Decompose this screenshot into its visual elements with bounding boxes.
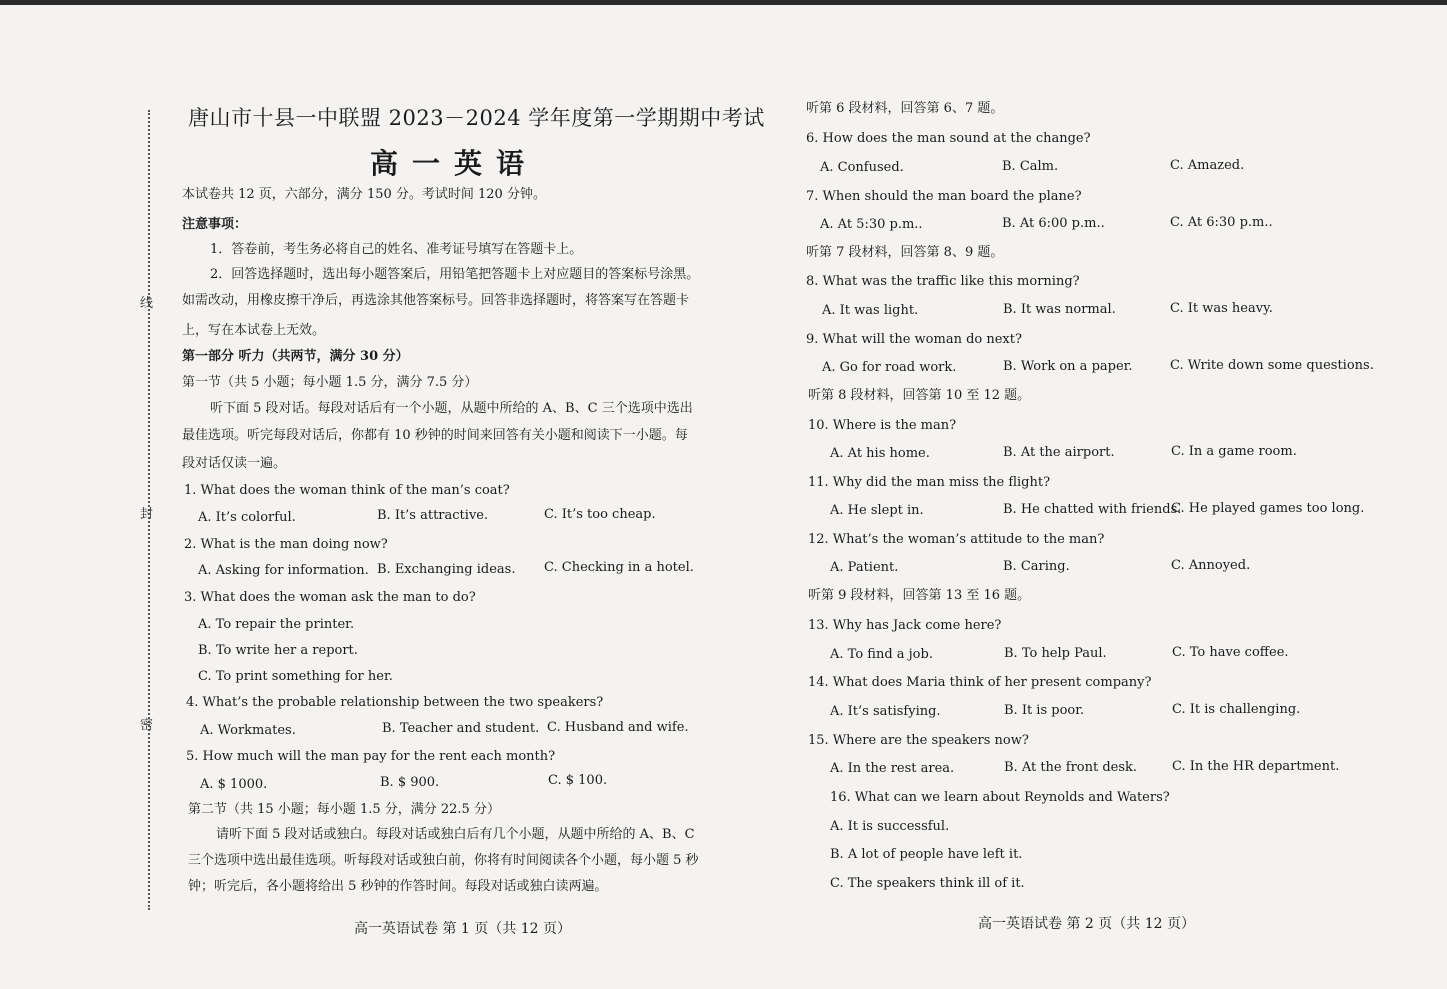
question-8: 8. What was the traffic like this morning? bbox=[806, 274, 1080, 289]
notice-2b: 如需改动，用橡皮擦干净后，再选涂其他答案标号。回答非选择题时，将答案写在答题卡 bbox=[182, 293, 690, 308]
q7-option-c: C. At 6:30 p.m.. bbox=[1170, 215, 1273, 230]
q5-option-b: B. $ 900. bbox=[380, 775, 440, 790]
section-2-instr-b: 三个选项中选出最佳选项。听每段对话或独白前，你将有时间阅读各个小题，每小题 5 秒 bbox=[188, 853, 699, 868]
page-1-footer: 高一英语试卷 第 1 页（共 12 页） bbox=[354, 921, 571, 937]
q9-option-c: C. Write down some questions. bbox=[1170, 358, 1374, 373]
q15-option-b: B. At the front desk. bbox=[1004, 760, 1138, 775]
notice-1: 1．答卷前，考生务必将自己的姓名、准考证号填写在答题卡上。 bbox=[210, 242, 583, 257]
page-2-footer: 高一英语试卷 第 2 页（共 12 页） bbox=[978, 916, 1195, 932]
q1-option-c: C. It’s too cheap. bbox=[544, 507, 656, 522]
q2-option-a: A. Asking for information. bbox=[198, 563, 369, 578]
question-2: 2. What is the man doing now? bbox=[184, 537, 388, 552]
question-5: 5. How much will the man pay for the rent each month? bbox=[186, 749, 556, 764]
q1-option-b: B. It’s attractive. bbox=[377, 508, 489, 523]
q10-option-b: B. At the airport. bbox=[1003, 445, 1115, 460]
q13-option-c: C. To have coffee. bbox=[1172, 645, 1289, 660]
part-1-heading: 第一部分 听力（共两节，满分 30 分） bbox=[182, 349, 409, 364]
question-12: 12. What’s the woman’s attitude to the man? bbox=[808, 532, 1105, 547]
exam-subject: 高一英语 bbox=[370, 147, 539, 180]
scan-top-edge bbox=[0, 0, 1447, 5]
q8-option-a: A. It was light. bbox=[822, 303, 919, 318]
q12-option-b: B. Caring. bbox=[1003, 559, 1070, 574]
q14-option-b: B. It is poor. bbox=[1004, 703, 1085, 718]
binding-char-xian: 线 bbox=[140, 296, 154, 311]
question-9: 9. What will the woman do next? bbox=[806, 332, 1022, 347]
q11-option-b: B. He chatted with friends. bbox=[1003, 502, 1182, 517]
material-6-heading: 听第 6 段材料，回答第 6、7 题。 bbox=[806, 101, 1004, 116]
q14-option-c: C. It is challenging. bbox=[1172, 702, 1301, 717]
q8-option-b: B. It was normal. bbox=[1003, 302, 1116, 317]
question-13: 13. Why has Jack come here? bbox=[808, 618, 1002, 633]
question-10: 10. Where is the man? bbox=[808, 418, 957, 433]
q11-option-c: C. He played games too long. bbox=[1171, 501, 1365, 516]
q5-option-a: A. $ 1000. bbox=[200, 777, 268, 792]
material-7-heading: 听第 7 段材料，回答第 8、9 题。 bbox=[806, 245, 1004, 260]
q11-option-a: A. He slept in. bbox=[830, 503, 924, 518]
question-4: 4. What’s the probable relationship between the two speakers? bbox=[186, 695, 604, 710]
q6-option-a: A. Confused. bbox=[820, 160, 904, 175]
q15-option-a: A. In the rest area. bbox=[830, 761, 955, 776]
question-16: 16. What can we learn about Reynolds and Waters? bbox=[830, 790, 1170, 805]
q10-option-a: A. At his home. bbox=[830, 446, 930, 461]
q12-option-c: C. Annoyed. bbox=[1171, 558, 1251, 573]
section-2-instr-a: 请听下面 5 段对话或独白。每段对话或独白后有几个小题，从题中所给的 A、B、C bbox=[216, 827, 695, 842]
q16-option-a: A. It is successful. bbox=[830, 819, 950, 834]
question-1: 1. What does the woman think of the man’s coat? bbox=[184, 483, 510, 498]
binding-char-feng: 封 bbox=[140, 507, 154, 522]
binding-char-mi: 密 bbox=[140, 718, 154, 733]
section-1-instr-b: 最佳选项。听完每段对话后，你都有 10 秒钟的时间来回答有关小题和阅读下一小题。每 bbox=[182, 428, 688, 443]
q6-option-c: C. Amazed. bbox=[1170, 158, 1245, 173]
section-2-instr-c: 钟；听完后，各小题将给出 5 秒钟的作答时间。每段对话或独白读两遍。 bbox=[188, 879, 608, 894]
q8-option-c: C. It was heavy. bbox=[1170, 301, 1273, 316]
q14-option-a: A. It’s satisfying. bbox=[830, 704, 941, 719]
section-1-heading: 第一节（共 5 小题；每小题 1.5 分，满分 7.5 分） bbox=[182, 375, 478, 390]
q7-option-b: B. At 6:00 p.m.. bbox=[1002, 216, 1105, 231]
q12-option-a: A. Patient. bbox=[830, 560, 899, 575]
question-15: 15. Where are the speakers now? bbox=[808, 733, 1029, 748]
question-6: 6. How does the man sound at the change? bbox=[806, 131, 1091, 146]
question-3: 3. What does the woman ask the man to do? bbox=[184, 590, 476, 605]
section-2-heading: 第二节（共 15 小题；每小题 1.5 分，满分 22.5 分） bbox=[188, 802, 500, 817]
question-7: 7. When should the man board the plane? bbox=[806, 189, 1082, 204]
section-1-instr-c: 段对话仅读一遍。 bbox=[182, 456, 287, 471]
notice-2a: 2．回答选择题时，选出每小题答案后，用铅笔把答题卡上对应题目的答案标号涂黑。 bbox=[210, 267, 700, 282]
q3-option-b: B. To write her a report. bbox=[198, 643, 358, 658]
q6-option-b: B. Calm. bbox=[1002, 159, 1059, 174]
material-9-heading: 听第 9 段材料，回答第 13 至 16 题。 bbox=[808, 588, 1031, 603]
q15-option-c: C. In the HR department. bbox=[1172, 759, 1340, 774]
question-11: 11. Why did the man miss the flight? bbox=[808, 475, 1051, 490]
q9-option-a: A. Go for road work. bbox=[822, 360, 957, 375]
section-1-instr-a: 听下面 5 段对话。每段对话后有一个小题，从题中所给的 A、B、C 三个选项中选出 bbox=[210, 401, 693, 416]
q16-option-c: C. The speakers think ill of it. bbox=[830, 876, 1025, 891]
q3-option-c: C. To print something for her. bbox=[198, 669, 393, 684]
q13-option-a: A. To find a job. bbox=[830, 647, 933, 662]
q4-option-c: C. Husband and wife. bbox=[547, 720, 689, 735]
q4-option-a: A. Workmates. bbox=[200, 723, 296, 738]
material-8-heading: 听第 8 段材料，回答第 10 至 12 题。 bbox=[808, 388, 1031, 403]
q13-option-b: B. To help Paul. bbox=[1004, 646, 1107, 661]
q4-option-b: B. Teacher and student. bbox=[382, 721, 540, 736]
q7-option-a: A. At 5:30 p.m.. bbox=[820, 217, 923, 232]
intro-text: 本试卷共 12 页，六部分，满分 150 分。考试时间 120 分钟。 bbox=[182, 187, 546, 202]
q2-option-b: B. Exchanging ideas. bbox=[377, 562, 516, 577]
q9-option-b: B. Work on a paper. bbox=[1003, 359, 1133, 374]
q16-option-b: B. A lot of people have left it. bbox=[830, 847, 1023, 862]
q2-option-c: C. Checking in a hotel. bbox=[544, 560, 694, 575]
notice-heading: 注意事项： bbox=[182, 217, 248, 232]
q5-option-c: C. $ 100. bbox=[548, 773, 608, 788]
question-14: 14. What does Maria think of her present company? bbox=[808, 675, 1152, 690]
exam-title: 唐山市十县一中联盟 2023－2024 学年度第一学期期中考试 bbox=[188, 106, 765, 130]
q10-option-c: C. In a game room. bbox=[1171, 444, 1297, 459]
q1-option-a: A. It’s colorful. bbox=[198, 510, 296, 525]
q3-option-a: A. To repair the printer. bbox=[198, 617, 355, 632]
notice-2c: 上，写在本试卷上无效。 bbox=[182, 323, 326, 338]
